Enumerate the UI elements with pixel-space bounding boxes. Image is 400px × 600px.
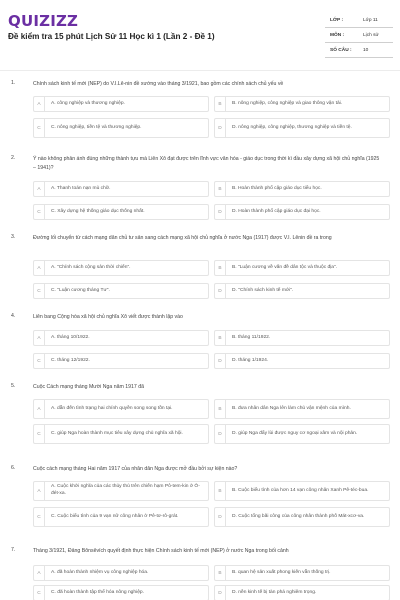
option-text: B. đưa nhân dân Nga lên làm chủ vận mệnh của mình. [232,405,351,411]
question-text: Ý nào không phản ánh đúng những thành tựu mà Liên Xô đạt được trên lĩnh vực văn hóa - giáo dục trong thời kì đầu xây dựng xã hội chủ nghĩa (1925 – 1941)? [33,156,380,171]
option-text: C. "Luận cương tháng Tư". [51,287,110,293]
option-letter: C [34,508,45,526]
option-text: D. Hoàn thành phổ cập giáo dục đại học. [232,208,321,214]
option-text: B. tháng 11/1922. [232,334,271,340]
option-letter: C [34,586,45,600]
option-a[interactable] [33,399,209,419]
question-number: 4. [11,313,16,319]
option-letter: C [34,119,45,137]
option-letter: B [215,331,226,345]
option-text: C. đã hoàn thành tập thể hóa nông nghiệp. [51,589,145,595]
option-d[interactable] [214,585,390,600]
option-a[interactable] [33,181,209,197]
option-text: B. nông nghiệp, công nghiệp và giao thông vận tải. [232,100,343,106]
quizizz-logo: QUIZIZZ [8,12,79,30]
question-text: Cuộc cách mạng tháng Hai năm 1917 của nhân dân Nga được mở đầu bởi sự kiện nào? [33,466,238,472]
meta-subject-value: Lịch sử [363,33,379,38]
option-c[interactable] [33,424,209,444]
option-c[interactable] [33,283,209,299]
option-text: A. dẫn đến tình trạng hai chính quyền song song tồn tại. [51,405,173,411]
option-letter: D [215,205,226,219]
option-text: A. Cuộc khởi nghĩa của các thủy thủ trên chiến hạm Pô-tem-kin ở Ô-đét-xa. [51,484,200,496]
option-text: A. Thanh toán nạn mù chữ. [51,185,111,191]
option-text: D. tháng 1/1924. [232,357,269,363]
option-letter: C [34,205,45,219]
meta-subject-row [325,28,393,43]
option-letter: A [34,566,45,580]
option-a[interactable] [33,330,209,346]
option-text: C. giúp Nga hoàn thành mục tiêu xây dựng chủ nghĩa xã hội. [51,430,183,436]
option-text: C. tháng 12/1922. [51,357,90,363]
question-number: 3. [11,234,16,240]
option-letter: A [34,482,45,500]
question-text: Đường lối chuyển từ cách mạng dân chủ tư sản sang cách mạng xã hội chủ nghĩa ở nước Nga (1917) được V.I. Lênin đề ra trong [33,235,332,241]
worksheet-title: Đề kiểm tra 15 phút Lịch Sử 11 Học kì 1 (Lần 2 - Đề 1) [8,32,215,41]
option-b[interactable] [214,399,390,419]
meta-class-row [325,13,393,28]
option-letter: A [34,331,45,345]
question-number: 2. [11,155,16,161]
option-letter: D [215,425,226,443]
option-letter: C [34,425,45,443]
option-letter: D [215,508,226,526]
option-letter: C [34,354,45,368]
option-b[interactable] [214,481,390,501]
option-letter: D [215,119,226,137]
option-d[interactable] [214,507,390,527]
option-text: C. nông nghiệp, tiền tệ và thương nghiệp. [51,124,142,130]
meta-subject-label: MÔN : [330,33,345,38]
option-text: A. đã hoàn thành nhiệm vụ công nghiệp hóa. [51,569,149,575]
option-text: D. nông nghiệp, công nghiệp, thương nghiệp và tiền tệ. [232,124,352,130]
option-text: A. tháng 10/1922. [51,334,90,340]
option-b[interactable] [214,260,390,276]
option-letter: D [215,284,226,298]
question-text: Liên bang Cộng hòa xã hội chủ nghĩa Xô viết được thành lập vào [33,314,183,320]
option-text: C. Xây dựng hệ thống giáo dục thống nhất. [51,208,145,214]
option-text: D. giúp Nga đẩy lùi được nguy cơ ngoại xâm và nội phản. [232,430,358,436]
question-number: 6. [11,465,16,471]
option-c[interactable] [33,118,209,138]
option-text: B. quan hệ sản xuất phong kiến vẫn thống trị. [232,569,331,575]
option-letter: A [34,97,45,111]
question-text: Chính sách kinh tế mới (NEP) do V.I.Lê-nin đề xướng vào tháng 3/1921, bao gồm các chính sách chủ yếu về [33,81,284,87]
option-c[interactable] [33,204,209,220]
option-b[interactable] [214,181,390,197]
option-text: D. nền kinh tế bị tàn phá nghiêm trọng. [232,589,317,595]
option-c[interactable] [33,507,209,527]
question-text: Tháng 3/1921, Đảng Bônsêvích quyết định thực hiện Chính sách kinh tế mới (NEP) ở nước Nga trong bối cảnh [33,548,289,554]
option-letter: D [215,354,226,368]
question-number: 1. [11,80,16,86]
header-divider [0,70,400,71]
option-a[interactable] [33,565,209,581]
option-text: B. Hoàn thành phổ cập giáo dục tiểu học. [232,185,322,191]
option-text: B. Cuộc biểu tình của hơn 14 vạn công nhân Xanh Pê-téc-bua. [232,487,369,493]
option-text: C. Cuộc biểu tình của 9 vạn nữ công nhân ở Pê-tơ-rô-grát. [51,513,179,519]
option-b[interactable] [214,330,390,346]
option-letter: B [215,482,226,500]
option-text: A. công nghiệp và thương nghiệp. [51,100,125,106]
option-letter: A [34,261,45,275]
worksheet-header [0,0,400,66]
option-letter: A [34,182,45,196]
option-letter: B [215,97,226,111]
option-d[interactable] [214,424,390,444]
question-number: 5. [11,383,16,389]
option-d[interactable] [214,353,390,369]
option-letter: B [215,261,226,275]
option-c[interactable] [33,585,209,600]
option-letter: D [215,586,226,600]
option-letter: B [215,400,226,418]
option-letter: B [215,566,226,580]
meta-question-count-label: SỐ CÂU : [330,48,352,53]
option-letter: A [34,400,45,418]
option-text: A. "Chính sách cộng sản thời chiến". [51,264,131,270]
question-number: 7. [11,547,16,553]
option-b[interactable] [214,96,390,112]
option-a[interactable] [33,260,209,276]
option-letter: C [34,284,45,298]
option-text: B. "Luận cương về vấn đề dân tộc và thuộc địa". [232,264,338,270]
meta-question-count-value: 10 [363,48,369,53]
option-d[interactable] [214,204,390,220]
option-d[interactable] [214,283,390,299]
option-text: D. "Chính sách kinh tế mới". [232,287,294,293]
option-a[interactable] [33,96,209,112]
option-b[interactable] [214,565,390,581]
option-d[interactable] [214,118,390,138]
option-a[interactable] [33,481,209,501]
question-text: Cuộc Cách mạng tháng Mười Nga năm 1917 đã [33,384,144,390]
meta-class-value: Lớp 11 [363,18,378,23]
option-c[interactable] [33,353,209,369]
option-text: D. Cuộc tổng bãi công của công nhân thành phố Mát-xcơ-va. [232,513,365,519]
option-letter: B [215,182,226,196]
meta-question-count-row [325,43,393,58]
meta-class-label: LỚP : [330,18,344,23]
